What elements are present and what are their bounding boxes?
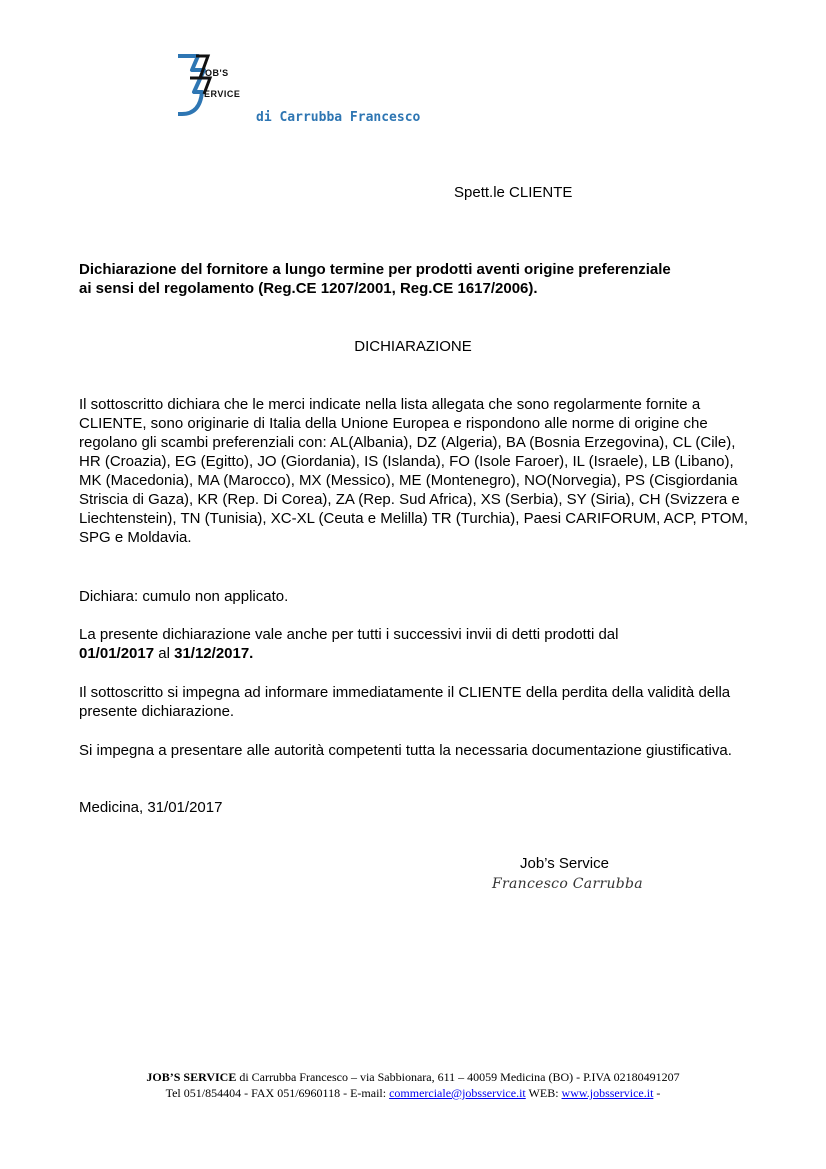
validity-start-date: 01/01/2017 [79,645,155,662]
company-logo [170,48,430,128]
document-subject [79,260,769,298]
validity-al: al [158,645,170,662]
footer-email-link[interactable]: commerciale@jobsservice.it [389,1086,526,1100]
footer-phone-fax: Tel 051/854404 - FAX 051/6960118 - E-mail: [165,1086,390,1100]
declaration-paragraph: Il sottoscritto dichiara che le merci indicate nella lista allegata che sono regolarmente fornite a CLIENTE, sono originarie di Italia della Unione Europea e rispondono alle norme di origine che regolano gli scambi preferenziali con: AL(Albania), DZ (Algeria), BA (Bosnia Erzegovina), CL (Cile), HR (Croazia), EG (Egitto), JO (Giordania), IS (Islanda), FO (Isole Faroer), IL (Israele), LB (Libano), MK (Macedonia), MA (Marocco), MX (Messico), ME (Montenegro), NO(Norvegia), PS (Cisgiordania Striscia di Gaza), KR (Rep. Di Corea), ZA (Rep. Sud Africa), XS (Serbia), SY (Siria), CH (Svizzera e Liechtenstein), TN (Tunisia), XC-XL (Ceuta e Melilla) TR (Turchia), Paesi CARIFORUM, ACP, PTOM, SPG e Moldavia. [79,396,749,546]
validity-end-date: 31/12/2017. [174,645,254,662]
footer-line-1 [0,1069,826,1085]
footer-line-2 [0,1085,826,1101]
logo-mark-top: OB'S [205,68,229,78]
place-date: Medicina, 31/01/2017 [79,799,223,816]
validity-text: La presente dichiarazione vale anche per tutti i successivi invii di detti prodotti dal [79,626,619,643]
page-footer [0,1069,826,1101]
commitment-paragraph: Il sottoscritto si impegna ad informare immediatamente il CLIENTE della perdita della validità della presente dichiarazione. [79,684,731,720]
logo-subtitle: di Carrubba Francesco [256,110,421,125]
handwritten-signature: Francesco Carrubba [492,876,643,892]
validity-paragraph [79,625,759,663]
footer-web-label: WEB: [525,1086,562,1100]
recipient: Spett.le CLIENTE [454,184,573,201]
footer-company: JOB’S SERVICE [146,1070,237,1084]
logo-mark-bottom: ERVICE [204,89,241,99]
document-heading: DICHIARAZIONE [354,338,472,355]
documentation-paragraph: Si impegna a presentare alle autorità competenti tutta la necessaria documentazione giustificativa. [79,742,732,759]
subject-line-1: Dichiarazione del fornitore a lungo termine per prodotti aventi origine preferenziale [79,261,671,278]
footer-address: di Carrubba Francesco – via Sabbionara, 611 – 40059 Medicina (BO) - P.IVA 02180491207 [236,1070,680,1084]
logo-mark-icon [170,48,230,120]
cumulation-paragraph: Dichiara: cumulo non applicato. [79,588,289,605]
footer-web-link[interactable]: www.jobsservice.it [561,1086,654,1100]
signature-company: Job’s Service [520,855,609,872]
subject-line-2: ai sensi del regolamento (Reg.CE 1207/2001, Reg.CE 1617/2006). [79,280,538,297]
footer-end: - [653,1086,661,1100]
